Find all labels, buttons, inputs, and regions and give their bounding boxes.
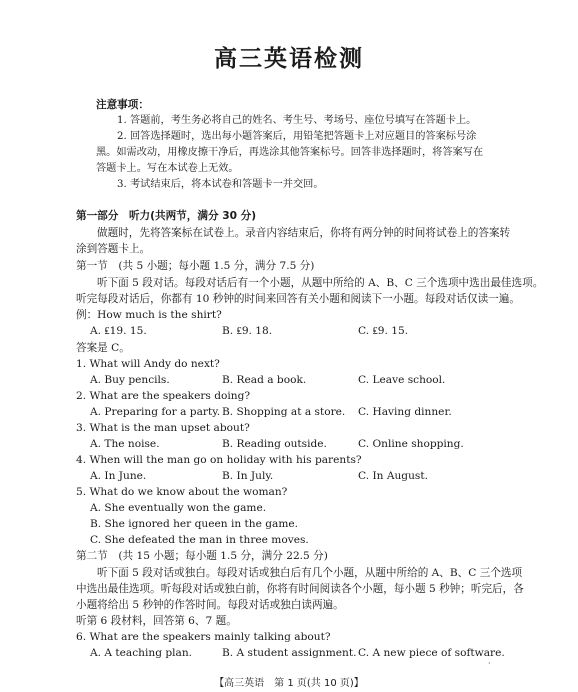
q5-option-b: B. She ignored her queen in the game.: [90, 518, 299, 530]
question-1: 1. What will Andy do next?: [76, 358, 220, 370]
section1-instructions: 听完每段对话后，你都有 10 秒钟的时间来回答有关小题和阅读下一小题。每段对话仅读一遍。: [76, 293, 520, 305]
example-option-b: B. ₤9. 18.: [222, 325, 273, 337]
question-5: 5. What do we know about the woman?: [76, 486, 288, 498]
question-6: 6. What are the speakers mainly talking about?: [76, 631, 331, 643]
q3-option-b: B. Reading outside.: [222, 438, 327, 450]
q1-option-c: C. Leave school.: [358, 374, 446, 386]
q4-option-b: B. In July.: [222, 470, 274, 482]
page-footer: 【高三英语 第 1 页(共 10 页)】: [214, 678, 364, 689]
part1-intro: 涂到答题卡上。: [76, 243, 151, 255]
example-answer: 答案是 C。: [76, 342, 130, 354]
q4-option-a: A. In June.: [90, 470, 147, 482]
section2-instructions: 中选出最佳选项。听每段对话或独白前，你将有时间阅读各个小题，每小题 5 秒钟；听完后，各: [76, 583, 524, 595]
example-question: 例：How much is the shirt?: [76, 309, 222, 321]
example-option-a: A. ₤19. 15.: [90, 325, 147, 337]
q6-option-c: C. A new piece of software.: [358, 647, 505, 659]
q6-option-a: A. A teaching plan.: [90, 647, 193, 659]
question-3: 3. What is the man upset about?: [76, 422, 250, 434]
q2-option-c: C. Having dinner.: [358, 406, 452, 418]
notice-item: 黑。如需改动，用橡皮擦干净后，再选涂其他答案标号。回答非选择题时，将答案写在: [96, 147, 484, 158]
q5-option-c: C. She defeated the man in three moves.: [90, 534, 309, 546]
q2-option-a: A. Preparing for a party.: [90, 406, 221, 418]
example-option-c: C. ₤9. 15.: [358, 325, 409, 337]
notice-item: 1. 答题前，考生务必将自己的姓名、考生号、考场号、座位号填写在答题卡上。: [117, 115, 477, 126]
part1-intro: 做题时，先将答案标在试卷上。录音内容结束后，你将有两分钟的时间将试卷上的答案转: [97, 227, 511, 239]
q5-option-a: A. She eventually won the game.: [90, 502, 267, 514]
corner-mark: ·: [488, 659, 491, 668]
section2-instructions: 小题将给出 5 秒钟的作答时间。每段对话或独白读两遍。: [76, 599, 344, 611]
question-4: 4. When will the man go on holiday with his parents?: [76, 454, 362, 466]
q1-option-b: B. Read a book.: [222, 374, 307, 386]
q1-option-a: A. Buy pencils.: [90, 374, 170, 386]
q3-option-c: C. Online shopping.: [358, 438, 464, 450]
page-title: 高三英语检测: [214, 46, 364, 72]
question-2: 2. What are the speakers doing?: [76, 390, 251, 402]
q6-option-b: B. A student assignment.: [222, 647, 357, 659]
q2-option-b: B. Shopping at a store.: [222, 406, 346, 418]
section2-heading: 第二节 (共 15 小题；每小题 1.5 分，满分 22.5 分): [76, 550, 328, 562]
notice-item: 2. 回答选择题时，选出每小题答案后，用铅笔把答题卡上对应题目的答案标号涂: [117, 131, 477, 142]
q3-option-a: A. The noise.: [90, 438, 160, 450]
q4-option-c: C. In August.: [358, 470, 428, 482]
section2-material: 听第 6 段材料，回答第 6、7 题。: [76, 615, 237, 627]
notice-item: 3. 考试结束后，将本试卷和答题卡一并交回。: [117, 179, 324, 190]
notice-heading: 注意事项：: [96, 99, 149, 111]
section1-heading: 第一节 (共 5 小题；每小题 1.5 分，满分 7.5 分): [76, 260, 315, 272]
section2-instructions: 听下面 5 段对话或独白。每段对话或独白后有几个小题，从题中所给的 A、B、C 三个选项: [97, 567, 523, 579]
part1-heading: 第一部分 听力(共两节，满分 30 分): [76, 210, 257, 222]
notice-item: 答题卡上。写在本试卷上无效。: [96, 163, 239, 174]
section1-instructions: 听下面 5 段对话。每段对话后有一个小题，从题中所给的 A、B、C 三个选项中选出最佳选项。: [97, 277, 544, 289]
